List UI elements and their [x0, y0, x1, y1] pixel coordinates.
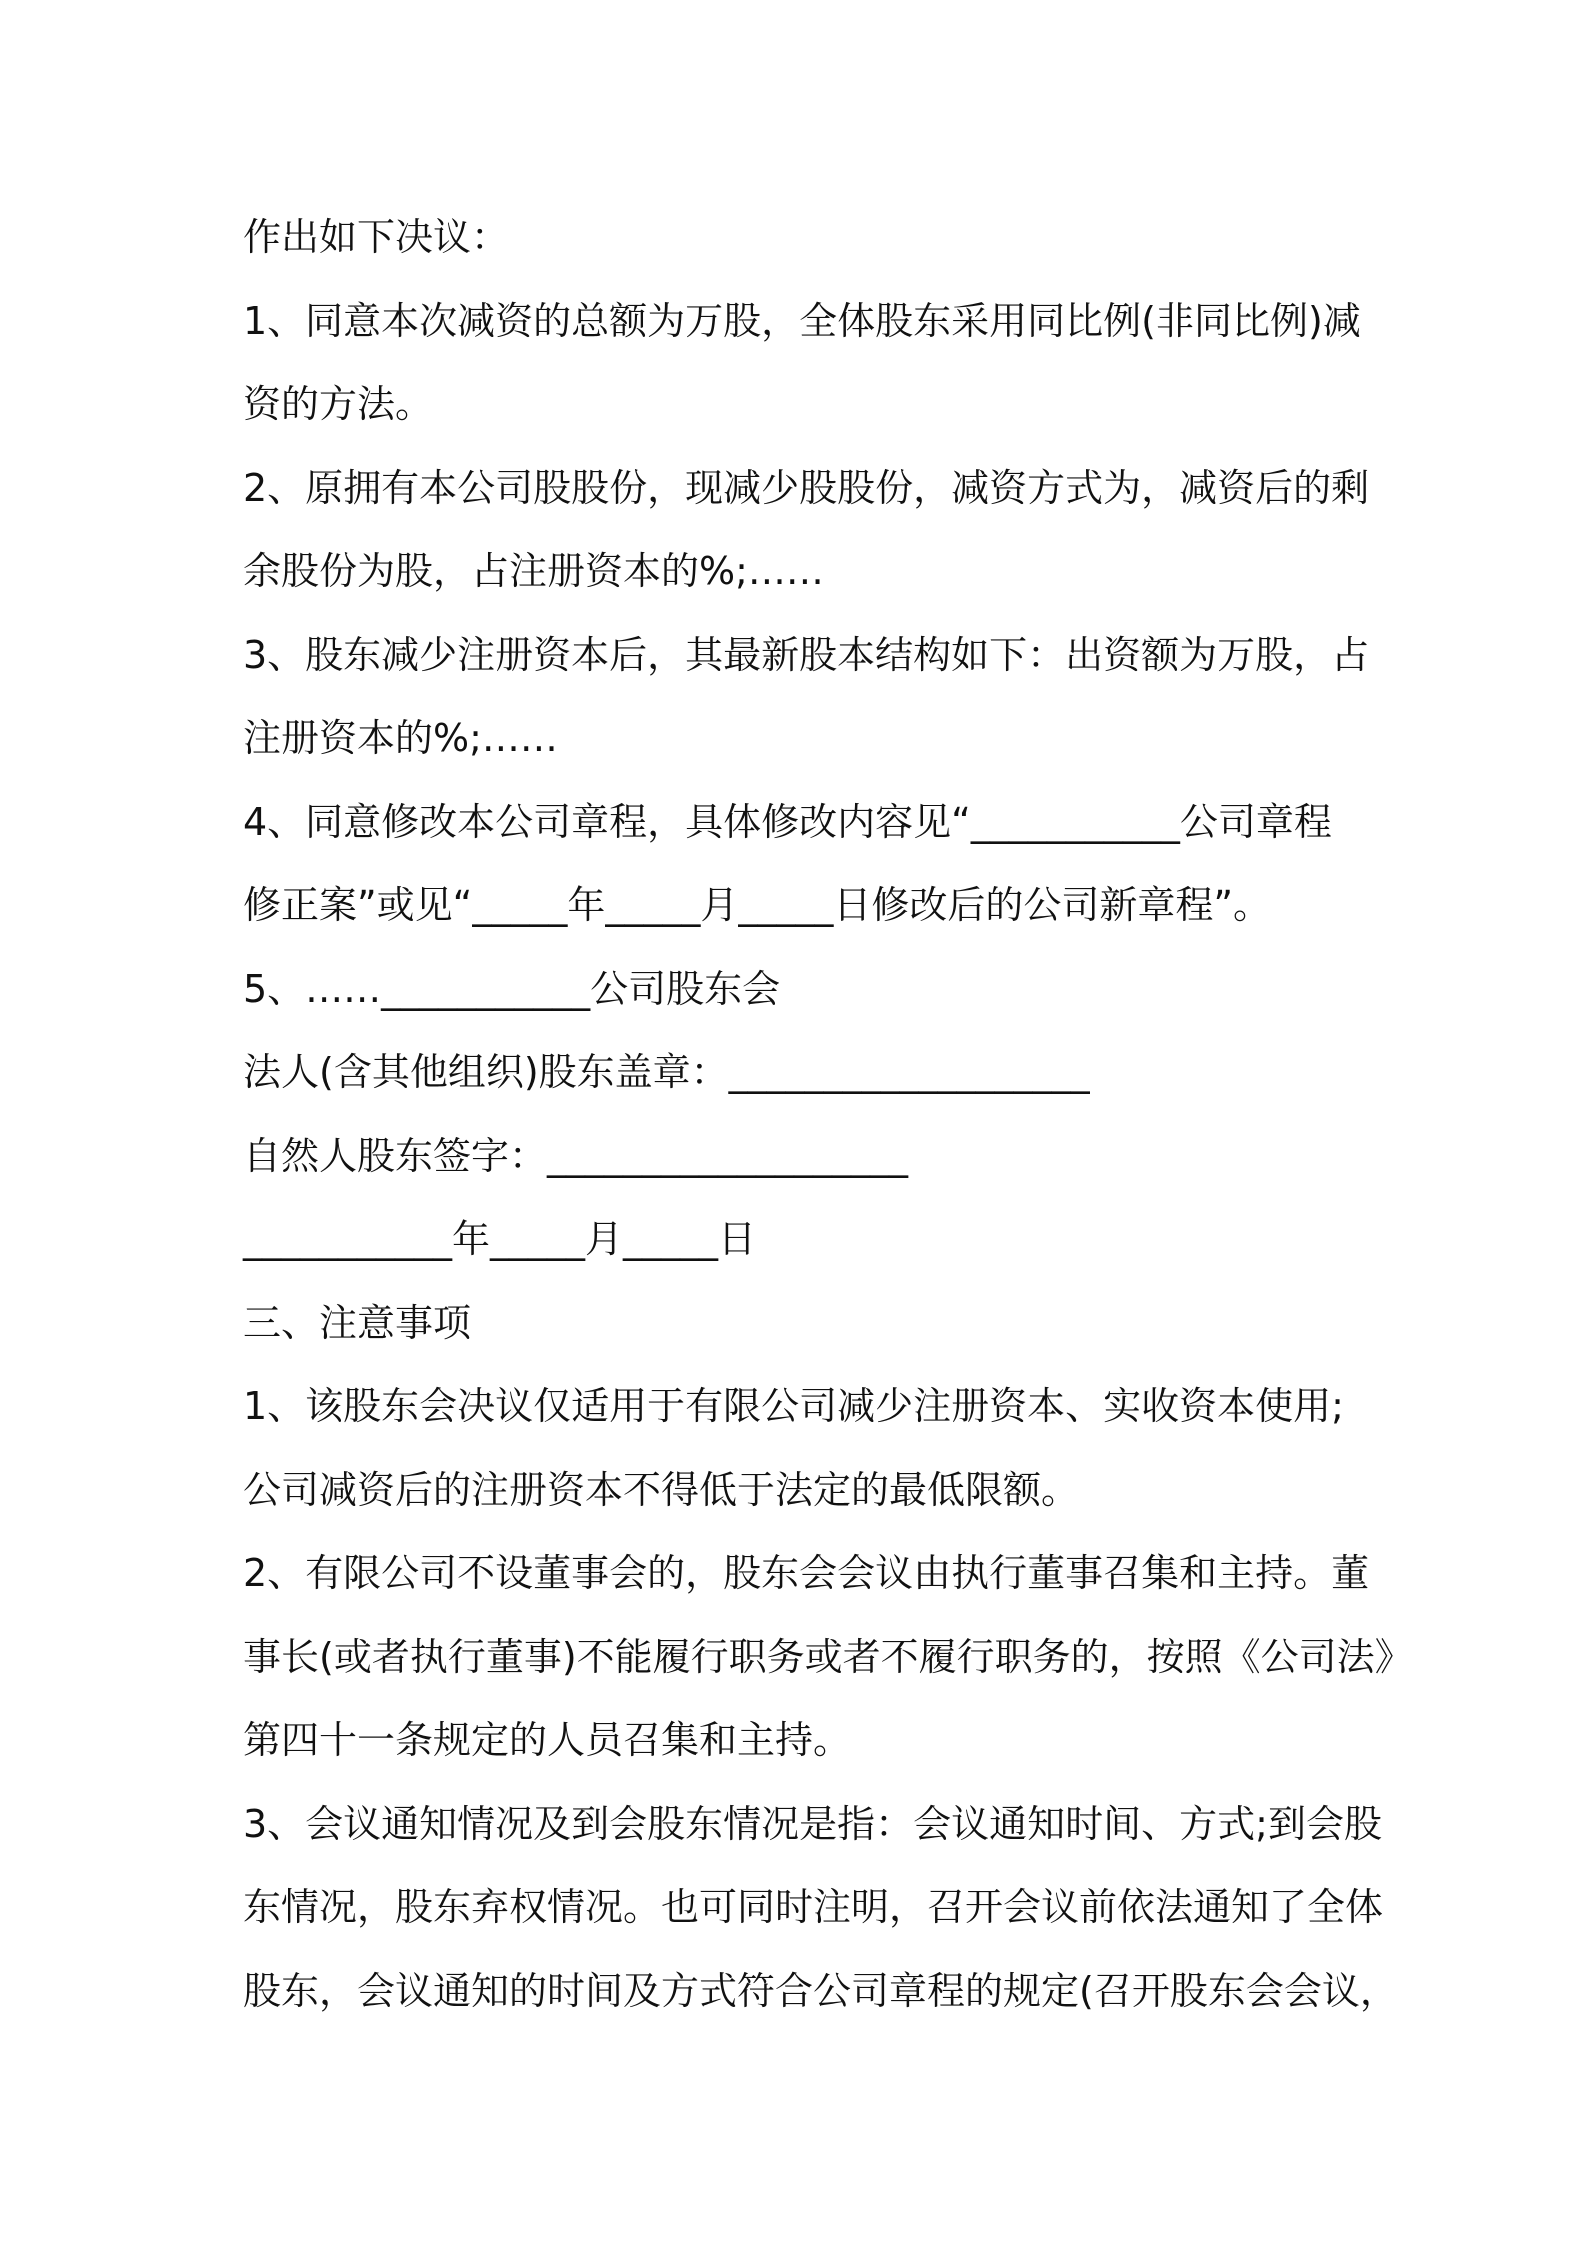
- note-1-line-2: 公司减资后的注册资本不得低于法定的最低限额。: [243, 1467, 1080, 1512]
- natural-person-signature-line: 自然人股东签字：___________________: [243, 1133, 909, 1178]
- document-body: [243, 196, 1413, 2033]
- resolution-item-4-line-1: 4、同意修改本公司章程，具体修改内容见“___________公司章程: [243, 799, 1332, 844]
- section-heading-notes: 三、注意事项: [243, 1300, 472, 1345]
- resolution-intro: 作出如下决议：: [243, 215, 510, 259]
- resolution-item-3-line-1: 3、股东减少注册资本后，其最新股本结构如下：出资额为万股，占: [243, 632, 1370, 677]
- note-2-line-3: 第四十一条规定的人员召集和主持。: [243, 1718, 852, 1762]
- note-3-line-1: 3、会议通知情况及到会股东情况是指：会议通知时间、方式;到会股: [243, 1801, 1382, 1846]
- note-3-line-3: 股东，会议通知的时间及方式符合公司章程的规定(召开股东会会议，: [243, 1968, 1398, 2013]
- note-2-line-1: 2、有限公司不设董事会的，股东会会议由执行董事召集和主持。董: [243, 1551, 1370, 1595]
- resolution-item-5: 5、……___________公司股东会: [243, 966, 781, 1011]
- resolution-item-3-line-2: 注册资本的%;……: [243, 716, 558, 760]
- resolution-item-1-line-2: 资的方法。: [243, 382, 434, 426]
- resolution-item-2-line-1: 2、原拥有本公司股股份，现减少股股份，减资方式为，减资后的剩: [243, 465, 1370, 510]
- note-2-line-2: 事长(或者执行董事)不能履行职务或者不履行职务的，按照《公司法》: [243, 1634, 1413, 1679]
- resolution-item-2-line-2: 余股份为股，占注册资本的%;……: [243, 549, 824, 593]
- resolution-item-4-line-2: 修正案”或见“_____年_____月_____日修改后的公司新章程”。: [243, 883, 1272, 927]
- note-3-line-2: 东情况，股东弃权情况。也可同时注明，召开会议前依法通知了全体: [243, 1885, 1384, 1929]
- resolution-item-1-line-1: 1、同意本次减资的总额为万股，全体股东采用同比例(非同比例)减: [243, 298, 1361, 343]
- date-line: ___________年_____月_____日: [243, 1217, 757, 1261]
- note-1-line-1: 1、该股东会决议仅适用于有限公司减少注册资本、实收资本使用;: [243, 1384, 1344, 1428]
- legal-person-seal-line: 法人(含其他组织)股东盖章：___________________: [243, 1050, 1090, 1094]
